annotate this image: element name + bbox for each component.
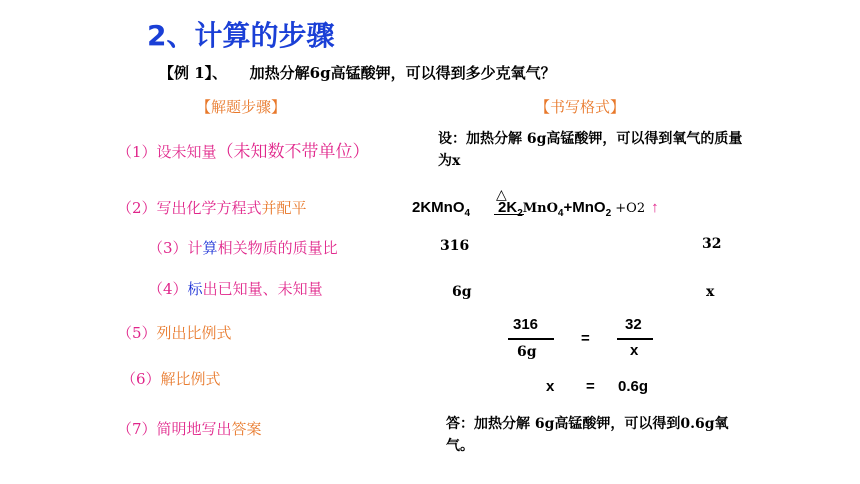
step-5-part: （5） bbox=[117, 324, 157, 342]
eq-reactant: 2KMnO bbox=[412, 199, 465, 216]
step-1-part: （1）设 bbox=[117, 143, 172, 161]
format-header: 【书写格式】 bbox=[535, 98, 626, 116]
step-2-part: （2）写出化学方程式 bbox=[117, 199, 262, 217]
eq-product1: 2K bbox=[498, 199, 518, 216]
step-5 bbox=[117, 322, 232, 343]
eq-product1-rest-sub: 4 bbox=[557, 208, 564, 219]
mass-ratio-right: 32 bbox=[702, 236, 722, 252]
proportion-right-denominator: x bbox=[630, 342, 639, 359]
solution-equals: = bbox=[586, 378, 595, 395]
chemical-equation bbox=[412, 199, 470, 219]
step-7 bbox=[117, 418, 262, 439]
example-question: 加热分解6g高锰酸钾，可以得到多少克氧气？ bbox=[249, 64, 556, 82]
known-left: 6g bbox=[452, 284, 472, 300]
step-3-part: （3）计 bbox=[148, 239, 203, 257]
step-4-part: 出已知量、未知量 bbox=[202, 280, 323, 298]
mass-ratio-left: 316 bbox=[440, 238, 470, 254]
heat-condition-symbol: △ bbox=[496, 187, 507, 203]
eq-products bbox=[498, 199, 659, 219]
step-7-part: 答案 bbox=[231, 420, 262, 438]
example-line bbox=[159, 62, 556, 83]
step-3 bbox=[148, 237, 338, 258]
step-4 bbox=[148, 278, 323, 299]
step-2-part: 并配平 bbox=[261, 199, 307, 217]
eq-product1-rest: MnO bbox=[522, 201, 558, 216]
step-4-part: 标 bbox=[187, 280, 203, 298]
proportion-right-numerator: 32 bbox=[625, 316, 642, 333]
page-title: 2、计算的步骤 bbox=[147, 19, 335, 52]
proportion-left-numerator: 316 bbox=[513, 316, 539, 333]
step-2 bbox=[117, 197, 307, 218]
step-5-part: 列出比例式 bbox=[156, 324, 232, 342]
step-3-part: 相关物质的质量比 bbox=[217, 239, 338, 257]
proportion-right-bar bbox=[617, 338, 653, 340]
eq-plus1: +MnO bbox=[563, 199, 606, 216]
step-4-part: （4） bbox=[148, 280, 188, 298]
proportion-left-bar bbox=[508, 338, 554, 340]
known-right: x bbox=[706, 284, 715, 300]
step-6-part: 解比例式 bbox=[160, 370, 221, 388]
step-7-part: （7）简明地写出 bbox=[117, 420, 232, 438]
solution-value: 0.6g bbox=[618, 378, 649, 395]
step-6-part: （6） bbox=[121, 370, 161, 388]
steps-header: 【解题步骤】 bbox=[196, 98, 287, 116]
proportion-left-denominator: 6g bbox=[517, 344, 537, 360]
step-1-part: （未知数不带单位） bbox=[216, 142, 370, 162]
eq-product1-sub: 2 bbox=[517, 208, 523, 219]
let-statement: 设：加热分解 6g高锰酸钾，可以得到氧气的质量为x bbox=[438, 131, 743, 169]
step-1 bbox=[117, 137, 370, 162]
example-label: 【例 1】、 bbox=[159, 64, 228, 82]
step-1-part: 未知量 bbox=[171, 143, 217, 161]
eq-plus1-sub: 2 bbox=[605, 208, 612, 219]
answer-statement: 答：加热分解 6g高锰酸钾，可以得到0.6g氧气。 bbox=[446, 416, 729, 454]
proportion-equals: = bbox=[581, 330, 590, 347]
solution-var: x bbox=[546, 378, 555, 395]
eq-plus2: +O2 bbox=[611, 201, 646, 216]
gas-arrow-icon: ↑ bbox=[651, 199, 659, 216]
eq-reactant-sub: 4 bbox=[464, 208, 471, 219]
step-3-part: 算 bbox=[202, 239, 218, 257]
step-6 bbox=[121, 368, 221, 389]
